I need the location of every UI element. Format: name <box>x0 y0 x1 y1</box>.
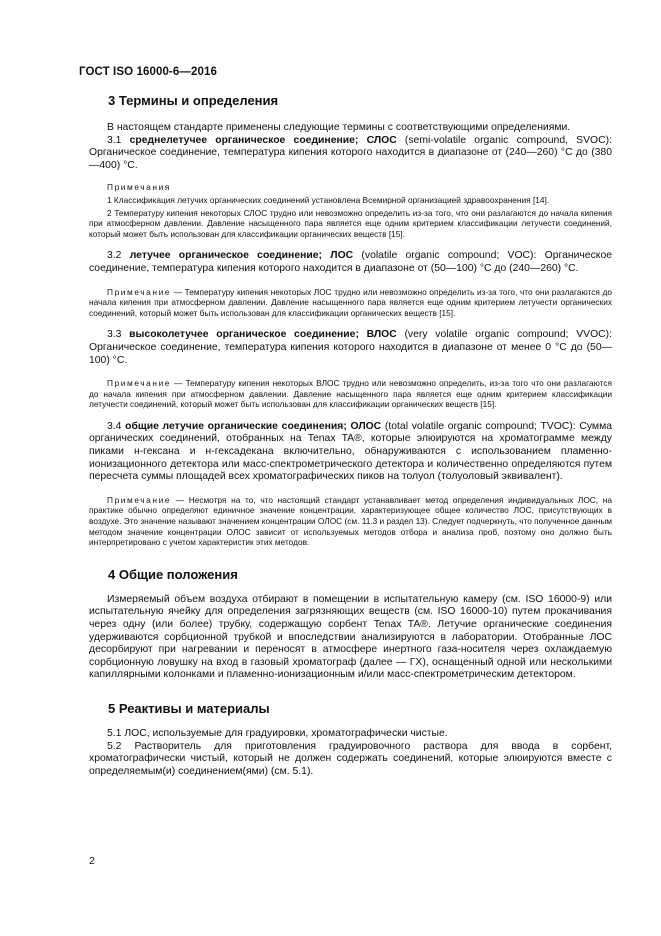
document-header: ГОСТ ISO 16000-6—2016 <box>79 66 217 78</box>
page-number: 2 <box>89 855 95 867</box>
term-3-2: 3.2 летучее органическое соединение; ЛОС (volatile organic compound; VOC): Органическое соединение, температура кипения которого находится в диапазоне от (50—100) °С до (240—260) °С. <box>89 250 612 274</box>
note-3-3: Примечание — Температуру кипения некоторых ВЛОС трудно или невозможно определить, из-за того что они разлагаются до начала кипения при атмосферном давлении. Давление насыщенного пара является еще одним критерием классификации летучести соединений, который может быть использован для классификации органических веществ [15]. <box>89 378 612 410</box>
section-3-title: 3 Термины и определения <box>108 93 279 108</box>
page-content <box>89 92 612 778</box>
item-5-2: 5.2 Растворитель для приготовления градуировочного раствора для ввода в сорбент, хроматографически чистый, который не должен содержать соединений, которые элюируются вместе с определяемым(и) соединением(ями) (см. 5.1). <box>89 740 612 777</box>
section-3-intro: В настоящем стандарте применены следующие термины с соответствующими определениями. <box>107 122 571 133</box>
term-3-4: 3.4 общие летучие органические соединения; ОЛОС (total volatile organic compound; TVOC): Сумма органических соединений, отобранных на Tenax TA®, которые элюируются на хроматограмме между пиками н-гексана и н-гексадекана включительно, обнаруживаются с использованием пламенно-ионизационного детектора или масс-спектрометрического детектора и количественно определяются путем пересчета суммы площадей всех хроматографических пиков на толуол (толуоловый эквивалент). <box>89 420 612 483</box>
notes-label: Примечания <box>107 182 171 193</box>
item-5-1: 5.1 ЛОС, используемые для градуировки, хроматографически чистые. <box>107 727 448 739</box>
section-4-text: Измеряемый объем воздуха отбирают в помещении в испытательную камеру (см. ISO 16000-9) или испытательную ячейку для определения загрязняющих веществ (см. ISO 16000-10) путем прокачивания через одну (или более) трубку, содержащую сорбент Tenax TA®. Летучие органические соединения удерживаются сорбционной трубкой и впоследствии анализируются в лаборатории. Отобранные ЛОС десорбируют при нагревании и переносят в атмосфере инертного газа-носителя через охлаждаемую сорбционную ловушку на вход в газовый хроматограф (далее — ГХ), оснащенный одной или несколькими капиллярными колонками и пламенно-ионизационным и/или масс-спектрометрическим детектором. <box>89 593 612 681</box>
section-4-title: 4 Общие положения <box>108 566 238 582</box>
note-2: 2 Температуру кипения некоторых СЛОС трудно или невозможно определить из-за того, что они разлагаются до начала кипения при атмосферном давлении. Давление насыщенного пара является еще одним критерием классификации летучести соединений, который может быть использован для классификации органических веществ [15]. <box>89 207 612 239</box>
term-3-1: 3.1 среднелетучее органическое соединение; СЛОС (semi-volatile organic compound, SVOC): Органическое соединение, температура кипения которого находится в диапазоне от (240—260) °С до (380—400) °С. <box>89 134 612 171</box>
note-3-2: Примечание — Температуру кипения некоторых ЛОС трудно или невозможно определить из-за того, что они разлагаются до начала кипения при атмосферном давлении. Давление насыщенного пара является еще одним критерием летучести органических соединений, который может быть использован для классификации органических веществ [15]. <box>89 286 612 318</box>
note-1: 1 Классификация летучих органических соединений установлена Всемирной организацией здравоохранения [14]. <box>107 194 550 205</box>
note-3-4: Примечание — Несмотря на то, что настоящий стандарт устанавливает метод определения индивидуальных ЛОС, на практике обычно определяют единичное значение концентрации, характеризующее общее количество ЛОС, присутствующих в воздухе. Это значение называют значением концентрации ОЛОС (см. 11.3 и раздел 13). Следует подчеркнуть, что полученное данным методом значение концентрации ОЛОС зависит от используемых методов отбора и анализа проб, поэтому оно должно быть интерпретировано с учетом характеристик этих методов. <box>89 494 612 548</box>
section-5-title: 5 Реактивы и материалы <box>108 700 270 716</box>
term-3-3: 3.3 высоколетучее органическое соединение; ВЛОС (very volatile organic compound; VVOC): Органическое соединение, температура кипения которого находится в диапазоне от менее 0 °С до (50—100) °С. <box>89 329 613 366</box>
